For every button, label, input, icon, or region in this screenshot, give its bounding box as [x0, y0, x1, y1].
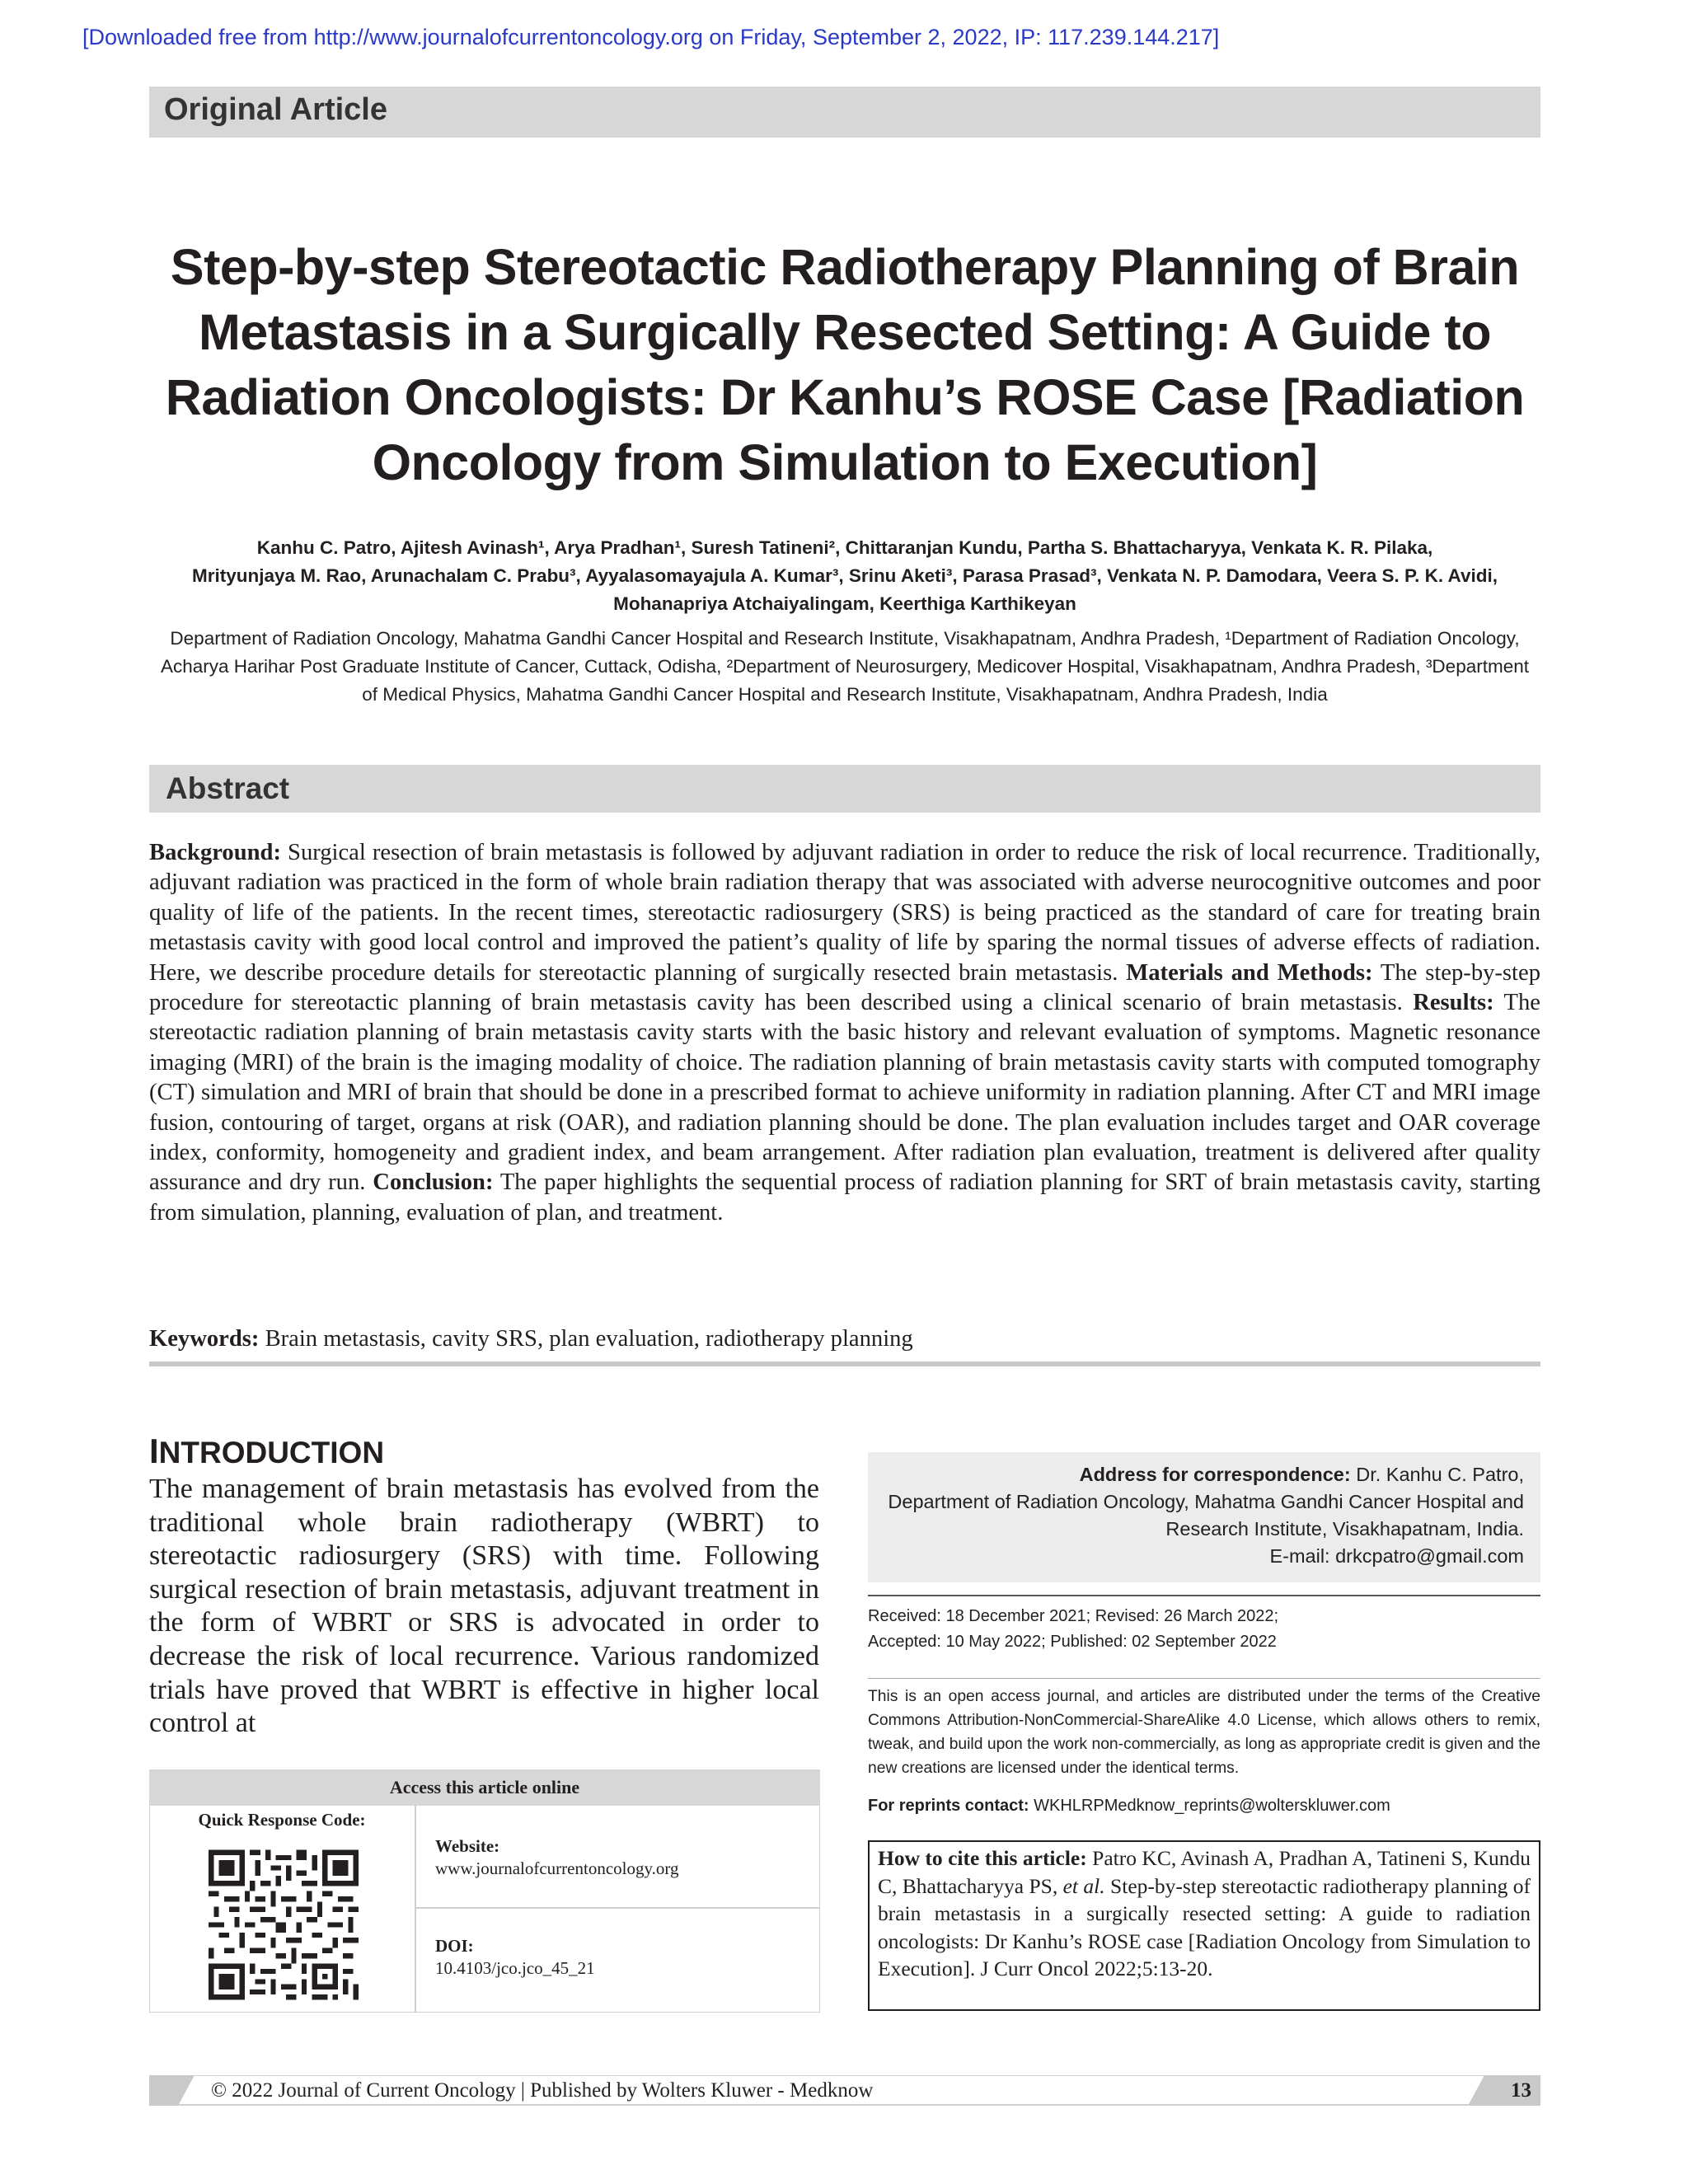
- author-list: [149, 534, 1540, 618]
- dates-line: Accepted: 10 May 2022; Published: 02 September 2022: [868, 1633, 1277, 1651]
- citation-text: [878, 1844, 1531, 1983]
- article-title: Step-by-step Stereotactic Radiotherapy Planning of Brain Metastasis in a Surgically Resected Setting: A Guide to Radiation Oncologists: Dr Kanhu’s ROSE Case [Radiation Oncology from Simulation to Execution]: [165, 239, 1525, 490]
- correspondence-name: Dr. Kanhu C. Patro,: [1350, 1464, 1524, 1485]
- website-label: Website:: [435, 1836, 500, 1856]
- access-divider: [415, 1907, 819, 1909]
- affiliation-line: of Medical Physics, Mahatma Gandhi Cancer Hospital and Research Institute, Visakhapatnam, Andhra Pradesh, India: [362, 684, 1328, 705]
- citation-label: How to cite this article:: [878, 1846, 1087, 1870]
- dates-divider: [868, 1678, 1540, 1679]
- reprints-label: For reprints contact:: [868, 1797, 1029, 1815]
- reprints-value: WKHLRPMedknow_reprints@wolterskluwer.com: [1029, 1797, 1390, 1815]
- results-label: Results:: [1413, 990, 1494, 1016]
- correspondence-label: Address for correspondence:: [1079, 1464, 1351, 1485]
- results-text: The stereotactic radiation planning of brain metastasis cavity starts with the basic history and relevant evaluation of symptoms. Magnetic resonance imaging (MRI) of the brain is the imaging modality of choice. The radiation planning of brain metastasis cavity starts with computed tomography (CT) simulation and MRI of brain that should be done in a prescribed format to achieve uniformity in radiation planning. After CT and MRI image fusion, contouring of target, organs at risk (OAR), and radiation planning should be done. The plan evaluation includes target and OAR coverage index, conformity, homogeneity and gradient index, and beam arrangement. After radiation plan evaluation, treatment is delivered after quality assurance and dry run.: [149, 990, 1540, 1196]
- abstract-heading: Abstract: [166, 771, 290, 805]
- citation-details: Step-by-step stereotactic radiotherapy planning of brain metastasis in a surgically resected setting: A guide to radiation oncologists: Dr Kanhu’s ROSE case [Radiation Oncology from Simulation to Execution]. J Curr Oncol 2022;5:13-20.: [878, 1873, 1531, 1980]
- footer-copyright: © 2022 Journal of Current Oncology | Published by Wolters Kluwer - Medknow: [211, 2079, 874, 2102]
- affiliations: [149, 625, 1540, 709]
- introduction-text: The management of brain metastasis has evolved from the traditional whole brain radiotherapy (WBRT) to stereotactic radiosurgery (SRS) with time. Following surgical resection of brain metastasis, adjuvant treatment in the form of WBRT or SRS is advocated in order to decrease the risk of local recurrence. Various randomized trials have proved that WBRT is effective in higher local control at: [149, 1474, 819, 1739]
- introduction-heading-rest: NTRODUCTION: [158, 1436, 385, 1469]
- article-dates: [868, 1604, 1540, 1655]
- correspondence-text: [868, 1461, 1524, 1570]
- author-line: Kanhu C. Patro, Ajitesh Avinash¹, Arya Pradhan¹, Suresh Tatineni², Chittaranjan Kundu, Partha S. Bhattacharyya, Venkata K. R. Pilaka,: [256, 537, 1433, 558]
- keywords-text: Brain metastasis, cavity SRS, plan evaluation, radiotherapy planning: [259, 1326, 913, 1352]
- keywords: [149, 1324, 1540, 1354]
- abstract-body: [149, 838, 1540, 1228]
- introduction-heading: [149, 1432, 384, 1471]
- qr-code[interactable]: [209, 1849, 359, 2001]
- access-panel-heading: Access this article online: [149, 1769, 820, 1806]
- background-label: Background:: [149, 840, 281, 865]
- download-note: [Downloaded free from http://www.journalofcurrentoncology.org on Friday, September 2, 2022, IP: 117.239.144.217]: [82, 25, 1220, 49]
- dates-line: Received: 18 December 2021; Revised: 26 March 2022;: [868, 1607, 1279, 1625]
- methods-text: The step-by-step procedure for stereotactic planning of brain metastasis cavity has been described using a clinical scenario of brain metastasis.: [149, 959, 1540, 1016]
- correspondence-line: Research Institute, Visakhapatnam, India.: [1165, 1518, 1524, 1540]
- introduction-heading-initial: I: [149, 1432, 159, 1470]
- keywords-label: Keywords:: [149, 1326, 260, 1352]
- correspondence-line: Department of Radiation Oncology, Mahatma Gandhi Cancer Hospital and: [888, 1491, 1524, 1512]
- keywords-divider: [149, 1361, 1540, 1366]
- access-divider: [415, 1806, 416, 2012]
- doi-link[interactable]: 10.4103/jco.jco_45_21: [435, 1958, 595, 1978]
- page-number: 13: [1511, 2079, 1531, 2102]
- article-type-label: Original Article: [164, 92, 387, 127]
- qr-label: Quick Response Code:: [198, 1810, 366, 1830]
- author-line: Mohanapriya Atchaiyalingam, Keerthiga Karthikeyan: [613, 593, 1076, 614]
- license-text: This is an open access journal, and articles are distributed under the terms of the Creative Commons Attribution-NonCommercial-ShareAlike 4.0 License, which allows others to remix, tweak, and build upon the work non-commercially, as long as appropriate credit is given and the new creations are licensed under the identical terms.: [868, 1688, 1540, 1777]
- conclusion-label: Conclusion:: [373, 1169, 494, 1196]
- citation-etal: et al.: [1062, 1873, 1105, 1898]
- website-link[interactable]: www.journalofcurrentoncology.org: [435, 1858, 679, 1878]
- reprints-contact: [868, 1797, 1540, 1816]
- affiliation-line: Acharya Harihar Post Graduate Institute of Cancer, Cuttack, Odisha, ²Department of Neurosurgery, Medicover Hospital, Visakhapatnam, Andhra Pradesh, ³Department: [161, 656, 1529, 677]
- abstract-bar: [149, 765, 1540, 813]
- author-line: Mrityunjaya M. Rao, Arunachalam C. Prabu³, Ayyalasomayajula A. Kumar³, Srinu Aketi³, Parasa Prasad³, Venkata N. P. Damodara, Veera S. P. K. Avidi,: [192, 565, 1498, 586]
- methods-label: Materials and Methods:: [1126, 959, 1373, 986]
- conclusion-text: The paper highlights the sequential process of radiation planning for SRT of brain metastasis cavity, starting from simulation, planning, evaluation of plan, and treatment.: [149, 1169, 1540, 1226]
- correspondence-divider: [868, 1595, 1540, 1596]
- citation-authors: Patro KC, Avinash A, Pradhan A, Tatineni S, Kundu C, Bhattacharyya PS,: [878, 1846, 1531, 1898]
- background-text: Surgical resection of brain metastasis is followed by adjuvant radiation in order to reduce the risk of local recurrence. Traditionally, adjuvant radiation was practiced in the form of whole brain radiation therapy that was associated with adverse neurocognitive outcomes and poor quality of life of the patients. In the recent times, stereotactic radiosurgery (SRS) is being practiced as the standard of care for treating brain metastasis cavity with good local control and improved the patient’s quality of life by sparing the normal tissues of adverse effects of radiation. Here, we describe procedure details for stereotactic planning of surgically resected brain metastasis.: [149, 840, 1540, 986]
- correspondence-email: E-mail: drkcpatro@gmail.com: [1269, 1545, 1524, 1567]
- affiliation-line: Department of Radiation Oncology, Mahatma Gandhi Cancer Hospital and Research Institute, Visakhapatnam, Andhra Pradesh, ¹Department of Radiation Oncology,: [170, 628, 1520, 649]
- doi-label: DOI:: [435, 1936, 474, 1956]
